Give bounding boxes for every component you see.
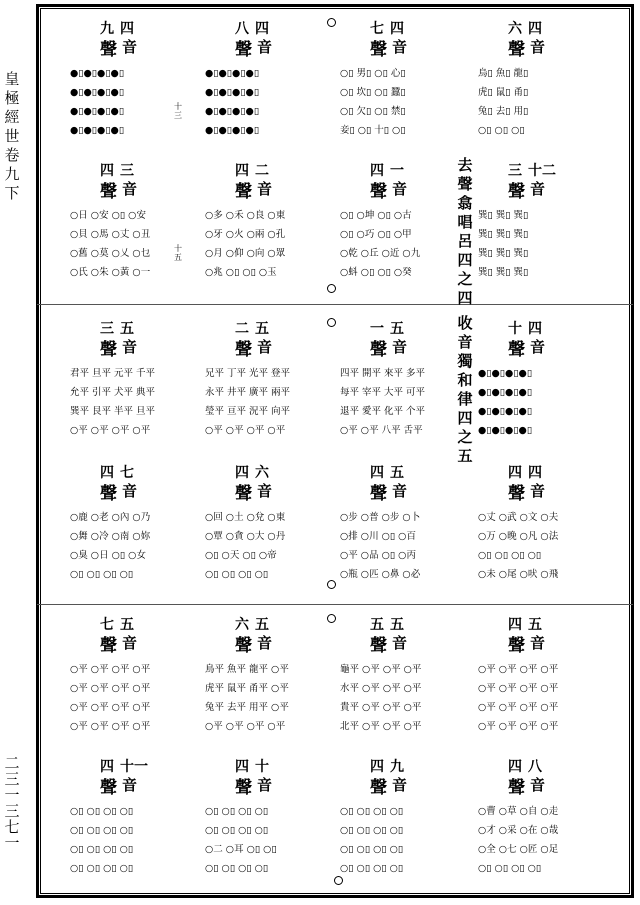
table-row: ●▯●▯●▯●▯	[478, 387, 533, 398]
table-row: 兄平 丁平 光平 登平	[205, 368, 291, 379]
table-header	[70, 462, 182, 504]
table-row: ○平 ○平 ○平 ○平	[70, 702, 151, 713]
table-row: ○▯ ○▯ ○▯ ○▯	[340, 806, 404, 817]
header-char: 音	[257, 634, 273, 652]
table-header	[478, 318, 590, 360]
header-char: 四	[370, 759, 384, 775]
side-note: 十三	[174, 102, 182, 120]
header-char: 四	[235, 163, 249, 179]
table-row: 虎平 鼠平 甬平 ○平	[205, 683, 289, 694]
header-char: 五	[390, 617, 404, 633]
table-row: 四平 開平 來平 多平	[340, 368, 426, 379]
binding-hole	[327, 18, 336, 27]
table-row: 巽平 艮平 半平 旦平	[70, 406, 156, 417]
header-char: 九	[100, 21, 114, 37]
table-header	[340, 160, 452, 202]
header-char: 五	[120, 321, 134, 337]
header-char: 四	[100, 759, 114, 775]
table-row: ○未 ○尾 ○吠 ○飛	[478, 569, 559, 580]
tone-table	[205, 614, 317, 739]
header-char: 十一	[120, 759, 148, 775]
table-rows	[205, 660, 317, 736]
tone-table	[340, 614, 452, 739]
tone-table	[205, 18, 317, 143]
table-row: 巽▯ 巽▯ 巽▯	[478, 210, 529, 221]
table-row: ○▯ ○▯ ○▯ ○▯	[70, 863, 134, 874]
table-row: 烏▯ 魚▯ 龍▯	[478, 68, 529, 79]
table-row: ○貝 ○馬 ○丈 ○丑	[70, 229, 151, 240]
header-char: 四	[528, 321, 542, 337]
table-header	[205, 462, 317, 504]
table-row: ○▯ 坎▯ ○▯ 蠶▯	[340, 87, 406, 98]
table-row: ○平 ○平 ○平 ○平	[205, 721, 286, 732]
table-header	[70, 318, 182, 360]
header-char: 四	[528, 465, 542, 481]
table-rows	[340, 364, 452, 440]
table-header	[478, 160, 590, 202]
header-char: 九	[390, 759, 404, 775]
header-char: 音	[122, 634, 138, 652]
table-rows	[340, 802, 452, 878]
table-row: 北平 ○平 ○平 ○平	[340, 721, 422, 732]
table-rows	[205, 206, 317, 282]
tone-table	[478, 18, 590, 143]
table-row: ●▯●▯●▯●▯	[478, 425, 533, 436]
table-row: 巽▯ 巽▯ 巽▯	[478, 267, 529, 278]
table-row: ○▯ 男▯ ○▯ 心▯	[340, 68, 406, 79]
table-row: 妾▯ ○▯ 十▯ ○▯	[340, 125, 406, 136]
header-char: 四	[370, 163, 384, 179]
tone-table	[340, 160, 452, 285]
header-char: 聲	[235, 636, 252, 656]
table-header	[205, 756, 317, 798]
table-rows	[478, 206, 590, 282]
table-row: ○平 ○平 ○平 ○平	[205, 425, 286, 436]
header-char: 聲	[508, 182, 525, 202]
header-char: 聲	[508, 778, 525, 798]
header-char: 音	[122, 338, 138, 356]
header-char: 音	[257, 482, 273, 500]
table-row: ○全 ○七 ○匠 ○足	[478, 844, 559, 855]
table-row: ●▯●▯●▯●▯	[205, 68, 260, 79]
header-char: 聲	[100, 778, 117, 798]
table-row: 兔平 去平 用平 ○平	[205, 702, 289, 713]
table-row: ○平 ○平 ○平 ○平	[478, 664, 559, 675]
table-row: ○▯ ○▯ ○▯ ○▯	[205, 569, 269, 580]
header-char: 四	[255, 21, 269, 37]
tone-table	[205, 160, 317, 285]
tone-table	[70, 756, 182, 881]
table-row: 允平 引平 犬平 典平	[70, 387, 156, 398]
header-char: 六	[508, 21, 522, 37]
table-row: ●▯●▯●▯●▯	[478, 406, 533, 417]
table-rows	[205, 508, 317, 584]
tone-table	[205, 756, 317, 881]
table-header	[340, 318, 452, 360]
table-row: ○氏 ○朱 ○黃 ○一	[70, 267, 151, 278]
section-divider	[37, 304, 633, 305]
header-char: 聲	[370, 484, 387, 504]
table-row: ○兆 ○▯ ○▯ ○玉	[205, 267, 277, 278]
table-rows	[205, 802, 317, 878]
table-row: 永平 井平 廣平 兩平	[205, 387, 291, 398]
tone-table	[205, 318, 317, 443]
header-char: 四	[100, 465, 114, 481]
table-header	[478, 18, 590, 60]
header-char: 聲	[508, 484, 525, 504]
header-char: 聲	[508, 40, 525, 60]
header-char: 五	[390, 321, 404, 337]
table-rows	[478, 364, 590, 440]
header-char: 五	[528, 617, 542, 633]
tone-table	[478, 756, 590, 881]
header-char: 音	[530, 482, 546, 500]
table-rows	[70, 660, 182, 736]
header-char: 三	[120, 163, 134, 179]
table-rows	[478, 802, 590, 878]
header-char: 七	[370, 21, 384, 37]
table-header	[205, 318, 317, 360]
binding-hole	[327, 318, 336, 327]
table-row: ○平 ○平 ○平 ○平	[70, 683, 151, 694]
header-char: 三	[508, 163, 522, 179]
header-char: 四	[235, 759, 249, 775]
header-char: 二	[235, 321, 249, 337]
header-char: 音	[122, 482, 138, 500]
table-header	[205, 614, 317, 656]
header-char: 五	[370, 617, 384, 633]
header-char: 音	[392, 482, 408, 500]
table-rows	[478, 508, 590, 584]
tone-table	[340, 756, 452, 881]
header-char: 音	[392, 180, 408, 198]
table-row: 龜平 ○平 ○平 ○平	[340, 664, 422, 675]
table-rows	[478, 660, 590, 736]
header-char: 四	[120, 21, 134, 37]
tone-table	[205, 462, 317, 587]
table-row: ○▯ ○▯ ○▯ ○▯	[70, 569, 134, 580]
header-char: 音	[392, 338, 408, 356]
header-char: 聲	[235, 340, 252, 360]
table-row: ○排 ○川 ○▯ ○百	[340, 531, 416, 542]
binding-hole	[327, 284, 336, 293]
table-row: 巽▯ 巽▯ 巽▯	[478, 248, 529, 259]
table-row: ●▯●▯●▯●▯	[70, 106, 125, 117]
header-char: 聲	[370, 40, 387, 60]
table-row: ○▯ ○▯ ○▯ ○▯	[70, 844, 134, 855]
header-char: 音	[122, 776, 138, 794]
table-row: ○▯ ○巧 ○▯ ○甲	[340, 229, 412, 240]
table-row: ○蚪 ○▯ ○▯ ○癸	[340, 267, 412, 278]
binding-hole	[327, 580, 336, 589]
table-header	[340, 462, 452, 504]
table-row: 兔▯ 去▯ 用▯	[478, 106, 529, 117]
side-note: 十五	[174, 244, 182, 262]
table-row: ○▯ ○▯ ○▯ ○▯	[205, 806, 269, 817]
table-row: ○多 ○禾 ○良 ○東	[205, 210, 286, 221]
header-char: 五	[390, 465, 404, 481]
table-row: ●▯●▯●▯●▯	[70, 87, 125, 98]
table-row: ○▯ ○▯ ○▯ ○▯	[70, 825, 134, 836]
header-char: 音	[392, 776, 408, 794]
table-header	[478, 756, 590, 798]
table-row: 鳥平 魚平 龍平 ○平	[205, 664, 289, 675]
table-row: ●▯●▯●▯●▯	[205, 106, 260, 117]
table-row: 瑩平 亘平 況平 向平	[205, 406, 291, 417]
table-row: ○▯ ○▯ ○▯	[478, 125, 525, 136]
header-char: 聲	[508, 636, 525, 656]
table-header	[340, 756, 452, 798]
header-char: 六	[255, 465, 269, 481]
header-char: 聲	[100, 182, 117, 202]
tone-table	[70, 160, 182, 285]
header-char: 七	[100, 617, 114, 633]
tone-table	[70, 614, 182, 739]
header-char: 十二	[528, 163, 556, 179]
header-char: 聲	[235, 40, 252, 60]
header-char: 五	[120, 617, 134, 633]
table-header	[340, 614, 452, 656]
table-rows	[340, 206, 452, 282]
table-row: ○▯ ○▯ ○▯ ○▯	[205, 863, 269, 874]
table-rows	[70, 802, 182, 878]
header-char: 聲	[508, 340, 525, 360]
table-rows	[340, 64, 452, 140]
header-char: 二	[255, 163, 269, 179]
tone-table	[340, 318, 452, 443]
header-char: 音	[530, 776, 546, 794]
table-row: ○步 ○普 ○步 ○卜	[340, 512, 421, 523]
table-row: 巽▯ 巽▯ 巽▯	[478, 229, 529, 240]
header-char: 音	[257, 776, 273, 794]
table-rows	[478, 64, 590, 140]
table-row: ○回 ○土 ○兌 ○東	[205, 512, 286, 523]
table-row: ●▯●▯●▯●▯	[70, 125, 125, 136]
table-row: ●▯●▯●▯●▯	[478, 368, 533, 379]
header-char: 一	[390, 163, 404, 179]
header-char: 聲	[100, 340, 117, 360]
header-char: 五	[255, 321, 269, 337]
table-row: ○▯ ○▯ ○▯ ○▯	[70, 806, 134, 817]
header-char: 音	[530, 338, 546, 356]
tone-table	[478, 614, 590, 739]
table-row: ○平 ○平 ○平 ○平	[70, 721, 151, 732]
header-char: 聲	[370, 636, 387, 656]
table-header	[70, 614, 182, 656]
header-char: 聲	[235, 484, 252, 504]
table-row: ○平 ○平 八平 舌平	[340, 425, 423, 436]
table-row: ○曹 ○草 ○自 ○走	[478, 806, 559, 817]
table-row: 貴平 ○平 ○平 ○平	[340, 702, 422, 713]
table-row: 君平 旦平 元平 千平	[70, 368, 156, 379]
header-char: 音	[122, 180, 138, 198]
header-char: 四	[528, 21, 542, 37]
table-row: ○▯ ○▯ ○▯ ○▯	[205, 825, 269, 836]
header-char: 音	[530, 180, 546, 198]
header-char: 八	[528, 759, 542, 775]
section-divider	[37, 604, 633, 605]
table-row: ○瓶 ○匹 ○鼻 ○必	[340, 569, 421, 580]
table-row: ○▯ 欠▯ ○▯ 禁▯	[340, 106, 406, 117]
table-header	[478, 462, 590, 504]
table-row: ○▯ ○天 ○▯ ○帝	[205, 550, 277, 561]
table-row: ●▯●▯●▯●▯	[205, 125, 260, 136]
table-row: ○二 ○耳 ○▯ ○▯	[205, 844, 277, 855]
header-char: 五	[255, 617, 269, 633]
table-row: ○日 ○安 ○▯ ○安	[70, 210, 146, 221]
header-char: 聲	[100, 636, 117, 656]
table-header	[205, 160, 317, 202]
table-row: ○万 ○晚 ○凡 ○法	[478, 531, 559, 542]
tone-table	[70, 462, 182, 587]
table-row: ○才 ○采 ○在 ○哉	[478, 825, 559, 836]
table-row: ○平 ○平 ○平 ○平	[478, 721, 559, 732]
table-rows	[340, 660, 452, 736]
header-char: 八	[235, 21, 249, 37]
header-char: 聲	[370, 182, 387, 202]
tone-table	[70, 318, 182, 443]
header-char: 聲	[235, 778, 252, 798]
header-char: 六	[235, 617, 249, 633]
table-header	[70, 756, 182, 798]
table-rows	[70, 206, 182, 282]
header-char: 四	[390, 21, 404, 37]
tone-table	[478, 160, 590, 285]
header-char: 音	[257, 38, 273, 56]
table-header	[70, 160, 182, 202]
header-char: 聲	[100, 484, 117, 504]
header-char: 四	[100, 163, 114, 179]
table-rows	[70, 64, 182, 140]
header-char: 音	[530, 38, 546, 56]
vertical-heading: 去聲翕唱呂四之四	[457, 156, 473, 307]
tone-table	[478, 462, 590, 587]
header-char: 四	[508, 465, 522, 481]
table-row: ○牙 ○火 ○兩 ○孔	[205, 229, 286, 240]
tone-table	[478, 318, 590, 443]
table-row: 每平 宰平 大平 可平	[340, 387, 426, 398]
vertical-heading: 收音獨和律四之五	[457, 314, 473, 465]
margin-page-number: 二三一三七一	[4, 754, 20, 852]
header-char: 音	[257, 338, 273, 356]
margin-title: 皇極經世 卷九下	[4, 70, 35, 202]
table-header	[340, 18, 452, 60]
table-row: ○▯ ○▯ ○▯ ○▯	[340, 863, 404, 874]
table-row: ○平 ○平 ○平 ○平	[70, 425, 151, 436]
table-row: ○月 ○仰 ○向 ○眾	[205, 248, 286, 259]
table-row: ○▯ ○▯ ○▯ ○▯	[340, 844, 404, 855]
header-char: 一	[370, 321, 384, 337]
header-char: 七	[120, 465, 134, 481]
header-char: 聲	[235, 182, 252, 202]
table-row: ○平 ○平 ○平 ○平	[478, 702, 559, 713]
table-row: ○平 ○平 ○平 ○平	[70, 664, 151, 675]
header-char: 音	[530, 634, 546, 652]
table-row: ○丈 ○武 ○文 ○夫	[478, 512, 559, 523]
binding-hole	[327, 614, 336, 623]
table-row: ○▯ ○坤 ○▯ ○古	[340, 210, 412, 221]
table-row: ○▯ ○▯ ○▯ ○▯	[478, 550, 542, 561]
header-char: 四	[508, 617, 522, 633]
table-row: ○覃 ○貪 ○大 ○丹	[205, 531, 286, 542]
table-row: 水平 ○平 ○平 ○平	[340, 683, 422, 694]
header-char: 十	[255, 759, 269, 775]
header-char: 四	[370, 465, 384, 481]
tone-table	[340, 462, 452, 587]
header-char: 聲	[100, 40, 117, 60]
header-char: 音	[392, 634, 408, 652]
header-char: 十	[508, 321, 522, 337]
tone-table	[340, 18, 452, 143]
table-rows	[205, 364, 317, 440]
header-char: 三	[100, 321, 114, 337]
header-char: 聲	[370, 340, 387, 360]
header-char: 四	[235, 465, 249, 481]
table-rows	[70, 364, 182, 440]
table-row: ○平 ○品 ○▯ ○丙	[340, 550, 416, 561]
header-char: 音	[122, 38, 138, 56]
table-rows	[70, 508, 182, 584]
tone-table	[70, 18, 182, 143]
header-char: 四	[508, 759, 522, 775]
table-row: ○臭 ○日 ○▯ ○女	[70, 550, 146, 561]
table-row: 退平 愛平 化平 个平	[340, 406, 426, 417]
table-row: ○乾 ○丘 ○近 ○九	[340, 248, 421, 259]
table-row: ○▯ ○▯ ○▯ ○▯	[478, 863, 542, 874]
header-char: 音	[392, 38, 408, 56]
table-row: ○舊 ○莫 ○乂 ○乜	[70, 248, 151, 259]
table-row: ●▯●▯●▯●▯	[70, 68, 125, 79]
table-header	[205, 18, 317, 60]
table-row: ○平 ○平 ○平 ○平	[478, 683, 559, 694]
table-row: 虎▯ 鼠▯ 甬▯	[478, 87, 529, 98]
table-row: ○鹿 ○老 ○內 ○乃	[70, 512, 151, 523]
table-rows	[205, 64, 317, 140]
table-row: ○▯ ○▯ ○▯ ○▯	[340, 825, 404, 836]
header-char: 聲	[370, 778, 387, 798]
table-header	[70, 18, 182, 60]
table-row: ○舞 ○冷 ○南 ○妳	[70, 531, 151, 542]
table-header	[478, 614, 590, 656]
table-rows	[340, 508, 452, 584]
table-row: ●▯●▯●▯●▯	[205, 87, 260, 98]
header-char: 音	[257, 180, 273, 198]
